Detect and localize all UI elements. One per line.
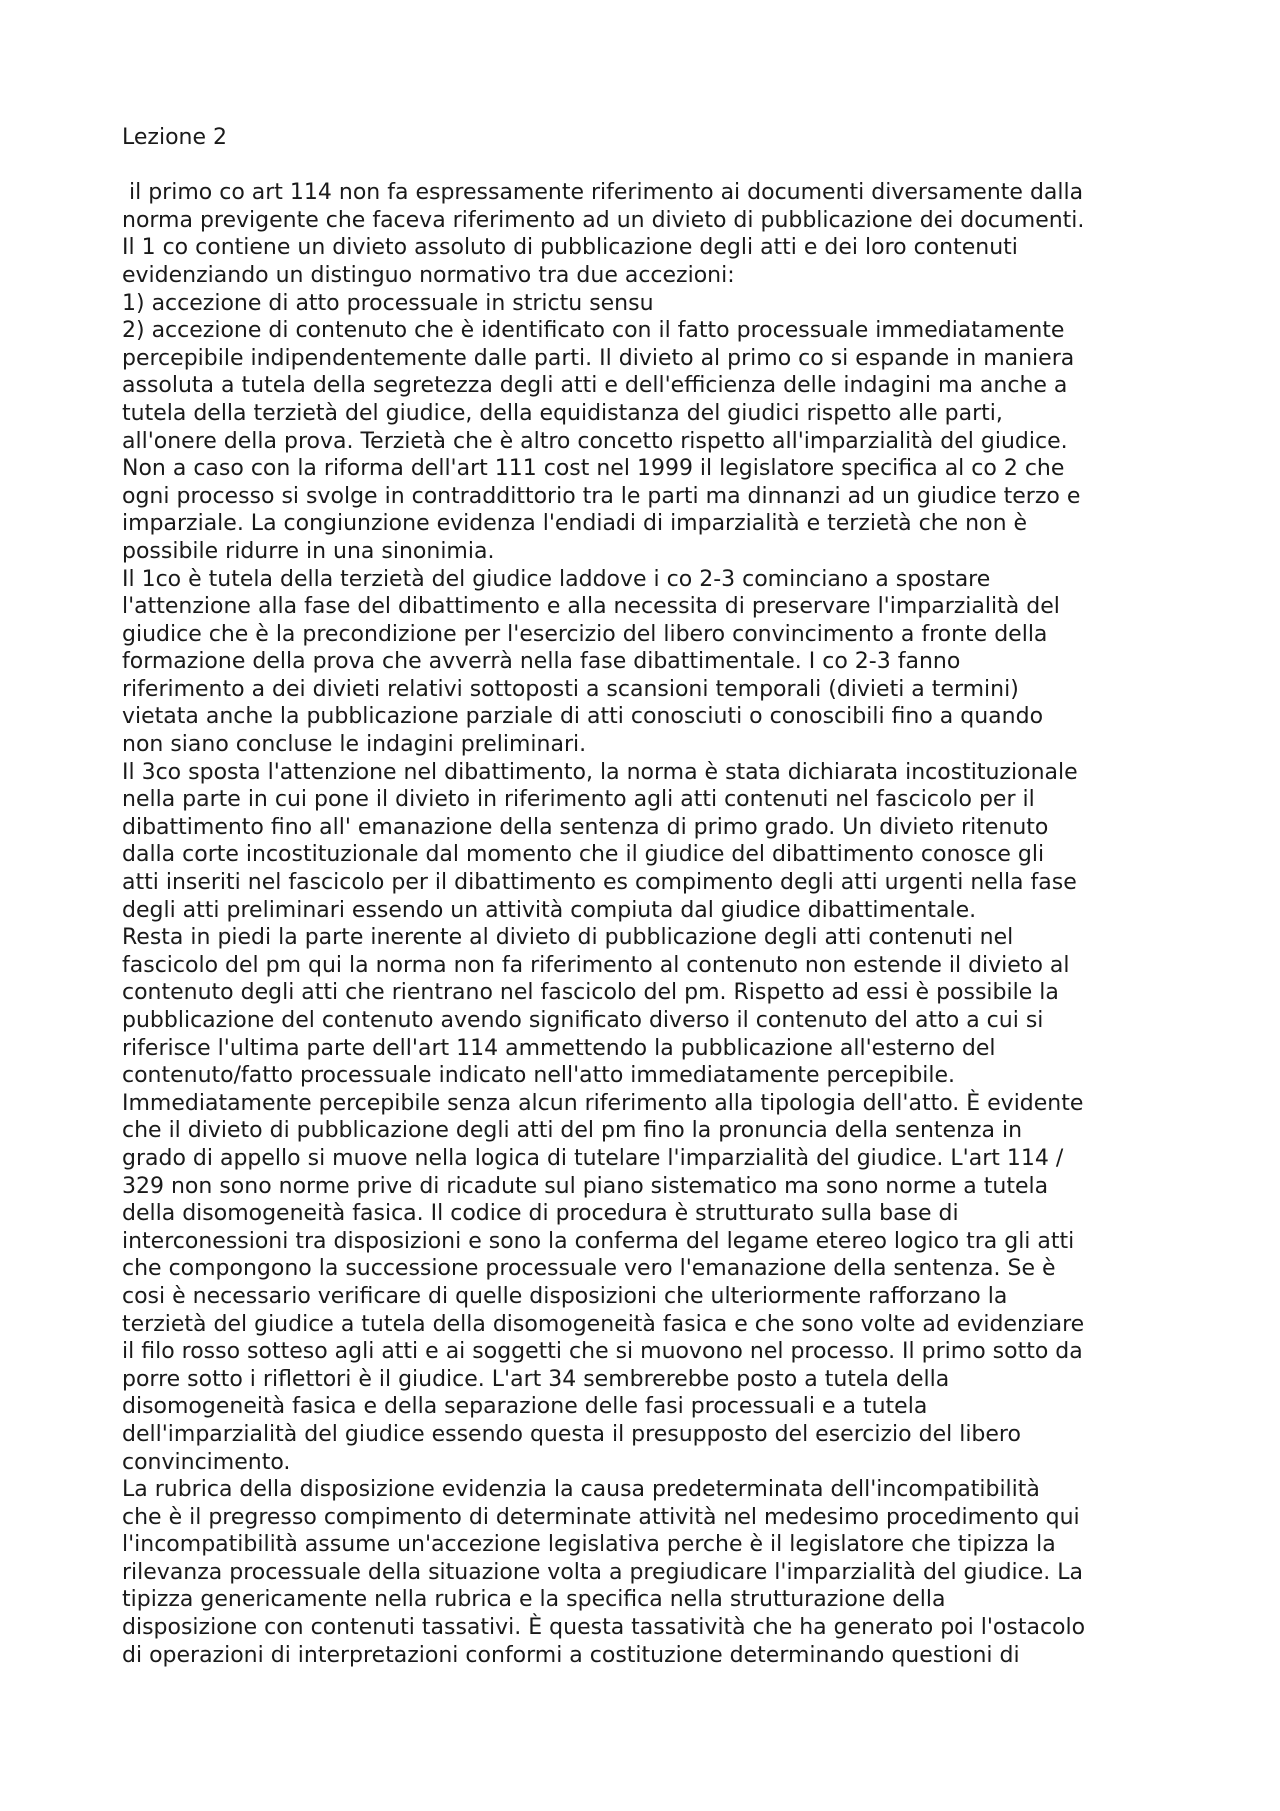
text-line: che è il pregresso compimento di determinate attività nel medesimo procedimento qui <box>122 1504 1080 1530</box>
text-line: interconessioni tra disposizioni e sono la conferma del legame etereo logico tra gli atti <box>122 1228 1075 1254</box>
text-line: pubblicazione del contenuto avendo significato diverso il contenuto del atto a cui si <box>122 1008 1044 1033</box>
text-line: ogni processo si svolge in contraddittorio tra le parti ma dinnanzi ad un giudice terzo e <box>122 483 1081 509</box>
text-line: nella parte in cui pone il divieto in riferimento agli atti contenuti nel fascicolo per il <box>122 787 1035 813</box>
text-line: evidenziando un distinguo normativo tra due accezioni: <box>122 262 735 288</box>
text-line: formazione della prova che avverrà nella fase dibattimentale. I co 2-3 fanno <box>122 649 961 675</box>
text-line: contenuto/fatto processuale indicato nell'atto immediatamente percepibile. <box>122 1063 956 1089</box>
text-line: Il 1co è tutela della terzietà del giudice laddove i co 2-3 cominciano a spostare <box>122 566 991 592</box>
text-line: norma previgente che faceva riferimento ad un divieto di pubblicazione dei documenti. <box>122 207 1085 233</box>
text-line: tutela della terzietà del giudice, della equidistanza del giudici rispetto alle parti, <box>122 400 1003 426</box>
text-line: Resta in piedi la parte inerente al divieto di pubblicazione degli atti contenuti nel <box>122 925 1014 951</box>
text-line: non siano concluse le indagini preliminari. <box>122 732 587 758</box>
text-line: l'incompatibilità assume un'accezione legislativa perche è il legislatore che tipizza la <box>122 1532 1056 1558</box>
text-line: l'attenzione alla fase del dibattimento e alla necessita di preservare l'imparzialità del <box>122 594 1060 620</box>
text-line: all'onere della prova. Terzietà che è altro concetto rispetto all'imparzialità del giudice. <box>122 428 1068 454</box>
document-text <box>122 179 1182 1669</box>
text-line: percepibile indipendentemente dalle parti. Il divieto al primo co si espande in maniera <box>122 345 1075 371</box>
text-line: che il divieto di pubblicazione degli atti del pm fino la pronuncia della sentenza in <box>122 1118 1023 1144</box>
text-line: terzietà del giudice a tutela della disomogeneità fasica e che sono volte ad evidenziare <box>122 1311 1085 1337</box>
text-line: il filo rosso sotteso agli atti e ai soggetti che si muovono nel processo. Il primo sotto da <box>122 1339 1083 1365</box>
text-line: 329 non sono norme prive di ricadute sul piano sistematico ma sono norme a tutela <box>122 1173 1049 1199</box>
text-line: porre sotto i riflettori è il giudice. L'art 34 sembrerebbe posto a tutela della <box>122 1366 950 1392</box>
text-line: giudice che è la precondizione per l'esercizio del libero convincimento a fronte della <box>122 621 1048 647</box>
text-line: possibile ridurre in una sinonimia. <box>122 538 495 564</box>
text-line: rilevanza processuale della situazione volta a pregiudicare l'imparzialità del giudice. La <box>122 1559 1084 1585</box>
text-line: vietata anche la pubblicazione parziale di atti conosciuti o conoscibili fino a quando <box>122 704 1044 730</box>
document-body <box>122 124 1182 1669</box>
text-line: che compongono la successione processuale vero l'emanazione della sentenza. Se è <box>122 1256 1056 1282</box>
text-line: La rubrica della disposizione evidenzia la causa predeterminata dell'incompatibilità <box>122 1477 1040 1503</box>
text-line: riferisce l'ultima parte dell'art 114 ammettendo la pubblicazione all'esterno del <box>122 1035 996 1061</box>
text-line: Immediatamente percepibile senza alcun riferimento alla tipologia dell'atto. È evidente <box>122 1090 1084 1116</box>
text-line: 2) accezione di contenuto che è identificato con il fatto processuale immediatamente <box>122 318 1065 344</box>
text-line: imparziale. La congiunzione evidenza l'endiadi di imparzialità e terzietà che non è <box>122 511 1028 537</box>
document-title: Lezione 2 <box>122 125 227 150</box>
text-line: Il 3co sposta l'attenzione nel dibattimento, la norma è stata dichiarata incostituzionale <box>122 759 1078 785</box>
text-line: cosi è necessario verificare di quelle disposizioni che ulteriormente rafforzano la <box>122 1283 1008 1309</box>
text-line: riferimento a dei divieti relativi sottoposti a scansioni temporali (divieti a termini) <box>122 676 1019 702</box>
text-line: dibattimento fino all' emanazione della sentenza di primo grado. Un divieto ritenuto <box>122 814 1049 840</box>
text-line: disomogeneità fasica e della separazione delle fasi processuali e a tutela <box>122 1394 928 1420</box>
text-line: degli atti preliminari essendo un attività compiuta dal giudice dibattimentale. <box>122 897 977 923</box>
text-line: contenuto degli atti che rientrano nel fascicolo del pm. Rispetto ad essi è possibile la <box>122 980 1059 1006</box>
text-line: fascicolo del pm qui la norma non fa riferimento al contenuto non estende il divieto al <box>122 952 1070 978</box>
text-line: il primo co art 114 non fa espressamente riferimento ai documenti diversamente dalla <box>122 180 1084 206</box>
text-line: assoluta a tutela della segretezza degli atti e dell'efficienza delle indagini ma anche a <box>122 373 1068 399</box>
text-line: convincimento. <box>122 1449 291 1475</box>
text-line: 1) accezione di atto processuale in strictu sensu <box>122 290 654 316</box>
text-line: tipizza genericamente nella rubrica e la specifica nella strutturazione della <box>122 1587 946 1613</box>
text-line: Non a caso con la riforma dell'art 111 cost nel 1999 il legislatore specifica al co 2 che <box>122 456 1065 482</box>
text-line: della disomogeneità fasica. Il codice di procedura è strutturato sulla base di <box>122 1201 959 1227</box>
text-line: dell'imparzialità del giudice essendo questa il presupposto del esercizio del libero <box>122 1421 1021 1447</box>
text-line: atti inseriti nel fascicolo per il dibattimento es compimento degli atti urgenti nella fase <box>122 870 1077 896</box>
text-line: Il 1 co contiene un divieto assoluto di pubblicazione degli atti e dei loro contenuti <box>122 235 1018 261</box>
text-line: di operazioni di interpretazioni conformi a costituzione determinando questioni di <box>122 1642 1020 1668</box>
text-line: disposizione con contenuti tassativi. È questa tassatività che ha generato poi l'ostacolo <box>122 1615 1086 1641</box>
text-line: dalla corte incostituzionale dal momento che il giudice del dibattimento conosce gli <box>122 842 1045 868</box>
text-line: grado di appello si muove nella logica di tutelare l'imparzialità del giudice. L'art 114 / <box>122 1145 1064 1171</box>
